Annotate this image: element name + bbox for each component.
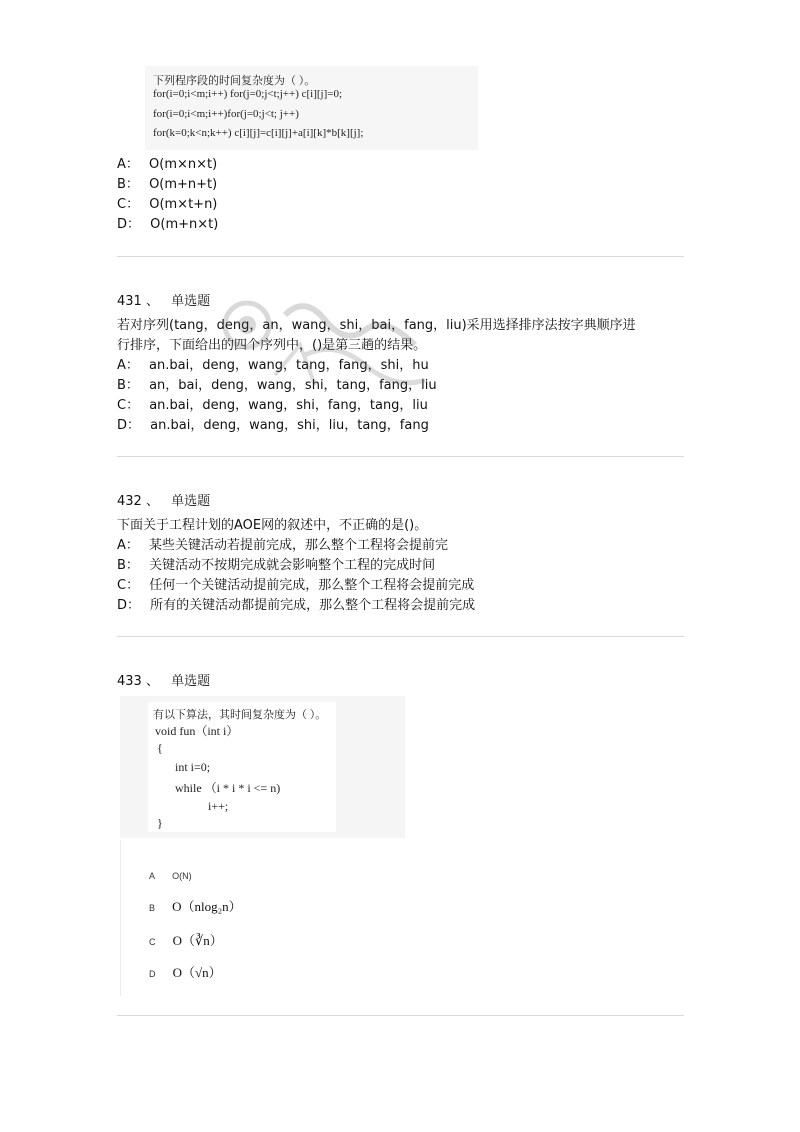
option-key: A： bbox=[117, 358, 139, 373]
option-text: 所有的关键活动都提前完成，那么整个工程将会提前完成 bbox=[150, 598, 476, 613]
option-text: 任何一个关键活动提前完成，那么整个工程将会提前完成 bbox=[149, 578, 475, 593]
divider bbox=[117, 256, 684, 257]
q432-header bbox=[117, 492, 210, 512]
option-key: C bbox=[149, 937, 156, 947]
option-key: B： bbox=[117, 378, 139, 393]
question-type: 单选题 bbox=[171, 494, 211, 509]
q432-stem: 下面关于工程计划的AOE网的叙述中，不正确的是()。 bbox=[117, 518, 428, 533]
q433-code-line-5: i++; bbox=[208, 799, 229, 813]
q433-code-line-1: void fun（int i） bbox=[155, 724, 239, 738]
option-text: 某些关键活动若提前完成，那么整个工程将会提前完 bbox=[149, 538, 449, 553]
question-type: 单选题 bbox=[171, 294, 211, 309]
option-key: D： bbox=[117, 418, 141, 433]
q430-code-image bbox=[145, 66, 478, 150]
q430-option-d bbox=[117, 215, 218, 235]
option-text: O(m×n×t) bbox=[149, 157, 218, 172]
q430-option-b bbox=[117, 175, 217, 195]
q433-option-d bbox=[149, 962, 222, 981]
q433-code-line-2: { bbox=[157, 741, 163, 755]
option-key: C： bbox=[117, 398, 140, 413]
option-key: A： bbox=[117, 157, 139, 172]
option-text: O（√n） bbox=[172, 965, 222, 980]
q430-code-line-3: for(k=0;k<n;k++) c[i][j]=c[i][j]+a[i][k]*b[k][j]; bbox=[153, 127, 364, 139]
q431-option-a bbox=[117, 356, 429, 376]
option-text: O（∛n） bbox=[172, 933, 223, 948]
q433-code-line-4: while （i * i * i <= n) bbox=[175, 781, 281, 795]
option-key: B： bbox=[117, 558, 139, 573]
q433-option-c bbox=[149, 930, 223, 949]
option-text: an.bai，deng，wang，tang，fang，shi，hu bbox=[149, 358, 429, 373]
q433-option-a bbox=[149, 864, 192, 883]
option-key: B bbox=[149, 903, 156, 913]
question-number: 431 、 bbox=[117, 294, 159, 309]
option-text: O(m×t+n) bbox=[149, 197, 218, 212]
q433-options-image bbox=[120, 840, 406, 996]
question-type: 单选题 bbox=[171, 674, 211, 689]
option-text: 关键活动不按期完成就会影响整个工程的完成时间 bbox=[149, 558, 436, 573]
q430-option-a bbox=[117, 155, 217, 175]
q431-option-b bbox=[117, 376, 437, 396]
divider bbox=[117, 636, 684, 637]
q431-stem-line-1: 若对序列(tang，deng，an，wang，shi，bai，fang，liu)采用选择排序法按字典顺序进 bbox=[117, 318, 636, 333]
question-number: 432 、 bbox=[117, 494, 159, 509]
q433-header bbox=[117, 672, 210, 692]
q433-option-b bbox=[149, 896, 242, 915]
question-number: 433 、 bbox=[117, 674, 159, 689]
q433-code-line-3: int i=0; bbox=[175, 760, 211, 774]
q432-option-a bbox=[117, 536, 448, 556]
option-key: D： bbox=[117, 598, 141, 613]
option-key: D： bbox=[117, 217, 141, 232]
option-key: B： bbox=[117, 177, 139, 192]
q431-option-c bbox=[117, 396, 428, 416]
q433-code-image bbox=[120, 696, 405, 838]
option-key: C： bbox=[117, 197, 140, 212]
option-key: A bbox=[149, 871, 156, 881]
q432-option-b bbox=[117, 556, 435, 576]
q433-code-line-6: } bbox=[157, 816, 163, 830]
option-key: D bbox=[149, 969, 156, 979]
option-key: A： bbox=[117, 538, 139, 553]
q431-stem-line-2: 行排序，下面给出的四个序列中，()是第三趟的结果。 bbox=[117, 338, 427, 353]
q432-option-d bbox=[117, 596, 475, 616]
option-text: an.bai，deng，wang，shi，fang，tang，liu bbox=[149, 398, 428, 413]
option-text: an.bai，deng，wang，shi，liu，tang，fang bbox=[150, 418, 429, 433]
option-text: O(m+n+t) bbox=[149, 177, 218, 192]
option-text: O(m+n×t) bbox=[150, 217, 219, 232]
q430-option-c bbox=[117, 195, 217, 215]
option-key: C： bbox=[117, 578, 140, 593]
divider bbox=[117, 456, 684, 457]
option-text: an，bai，deng，wang，shi，tang，fang，liu bbox=[149, 378, 437, 393]
divider bbox=[117, 1015, 684, 1016]
q433-image-stem: 有以下算法，其时间复杂度为（ ）。 bbox=[153, 709, 327, 721]
q430-code-line-2: for(i=0;i<m;i++)for(j=0;j<t; j++) bbox=[153, 108, 299, 120]
q432-option-c bbox=[117, 576, 474, 596]
q430-code-line-1: for(i=0;i<m;i++) for(j=0;j<t;j++) c[i][j]=0; bbox=[153, 88, 343, 100]
q430-image-stem: 下列程序段的时间复杂度为（ ）。 bbox=[153, 75, 316, 87]
option-text: O（nlog₂n） bbox=[172, 899, 242, 914]
q431-header bbox=[117, 292, 210, 312]
q431-option-d bbox=[117, 416, 429, 436]
option-text: O(N) bbox=[172, 871, 192, 881]
